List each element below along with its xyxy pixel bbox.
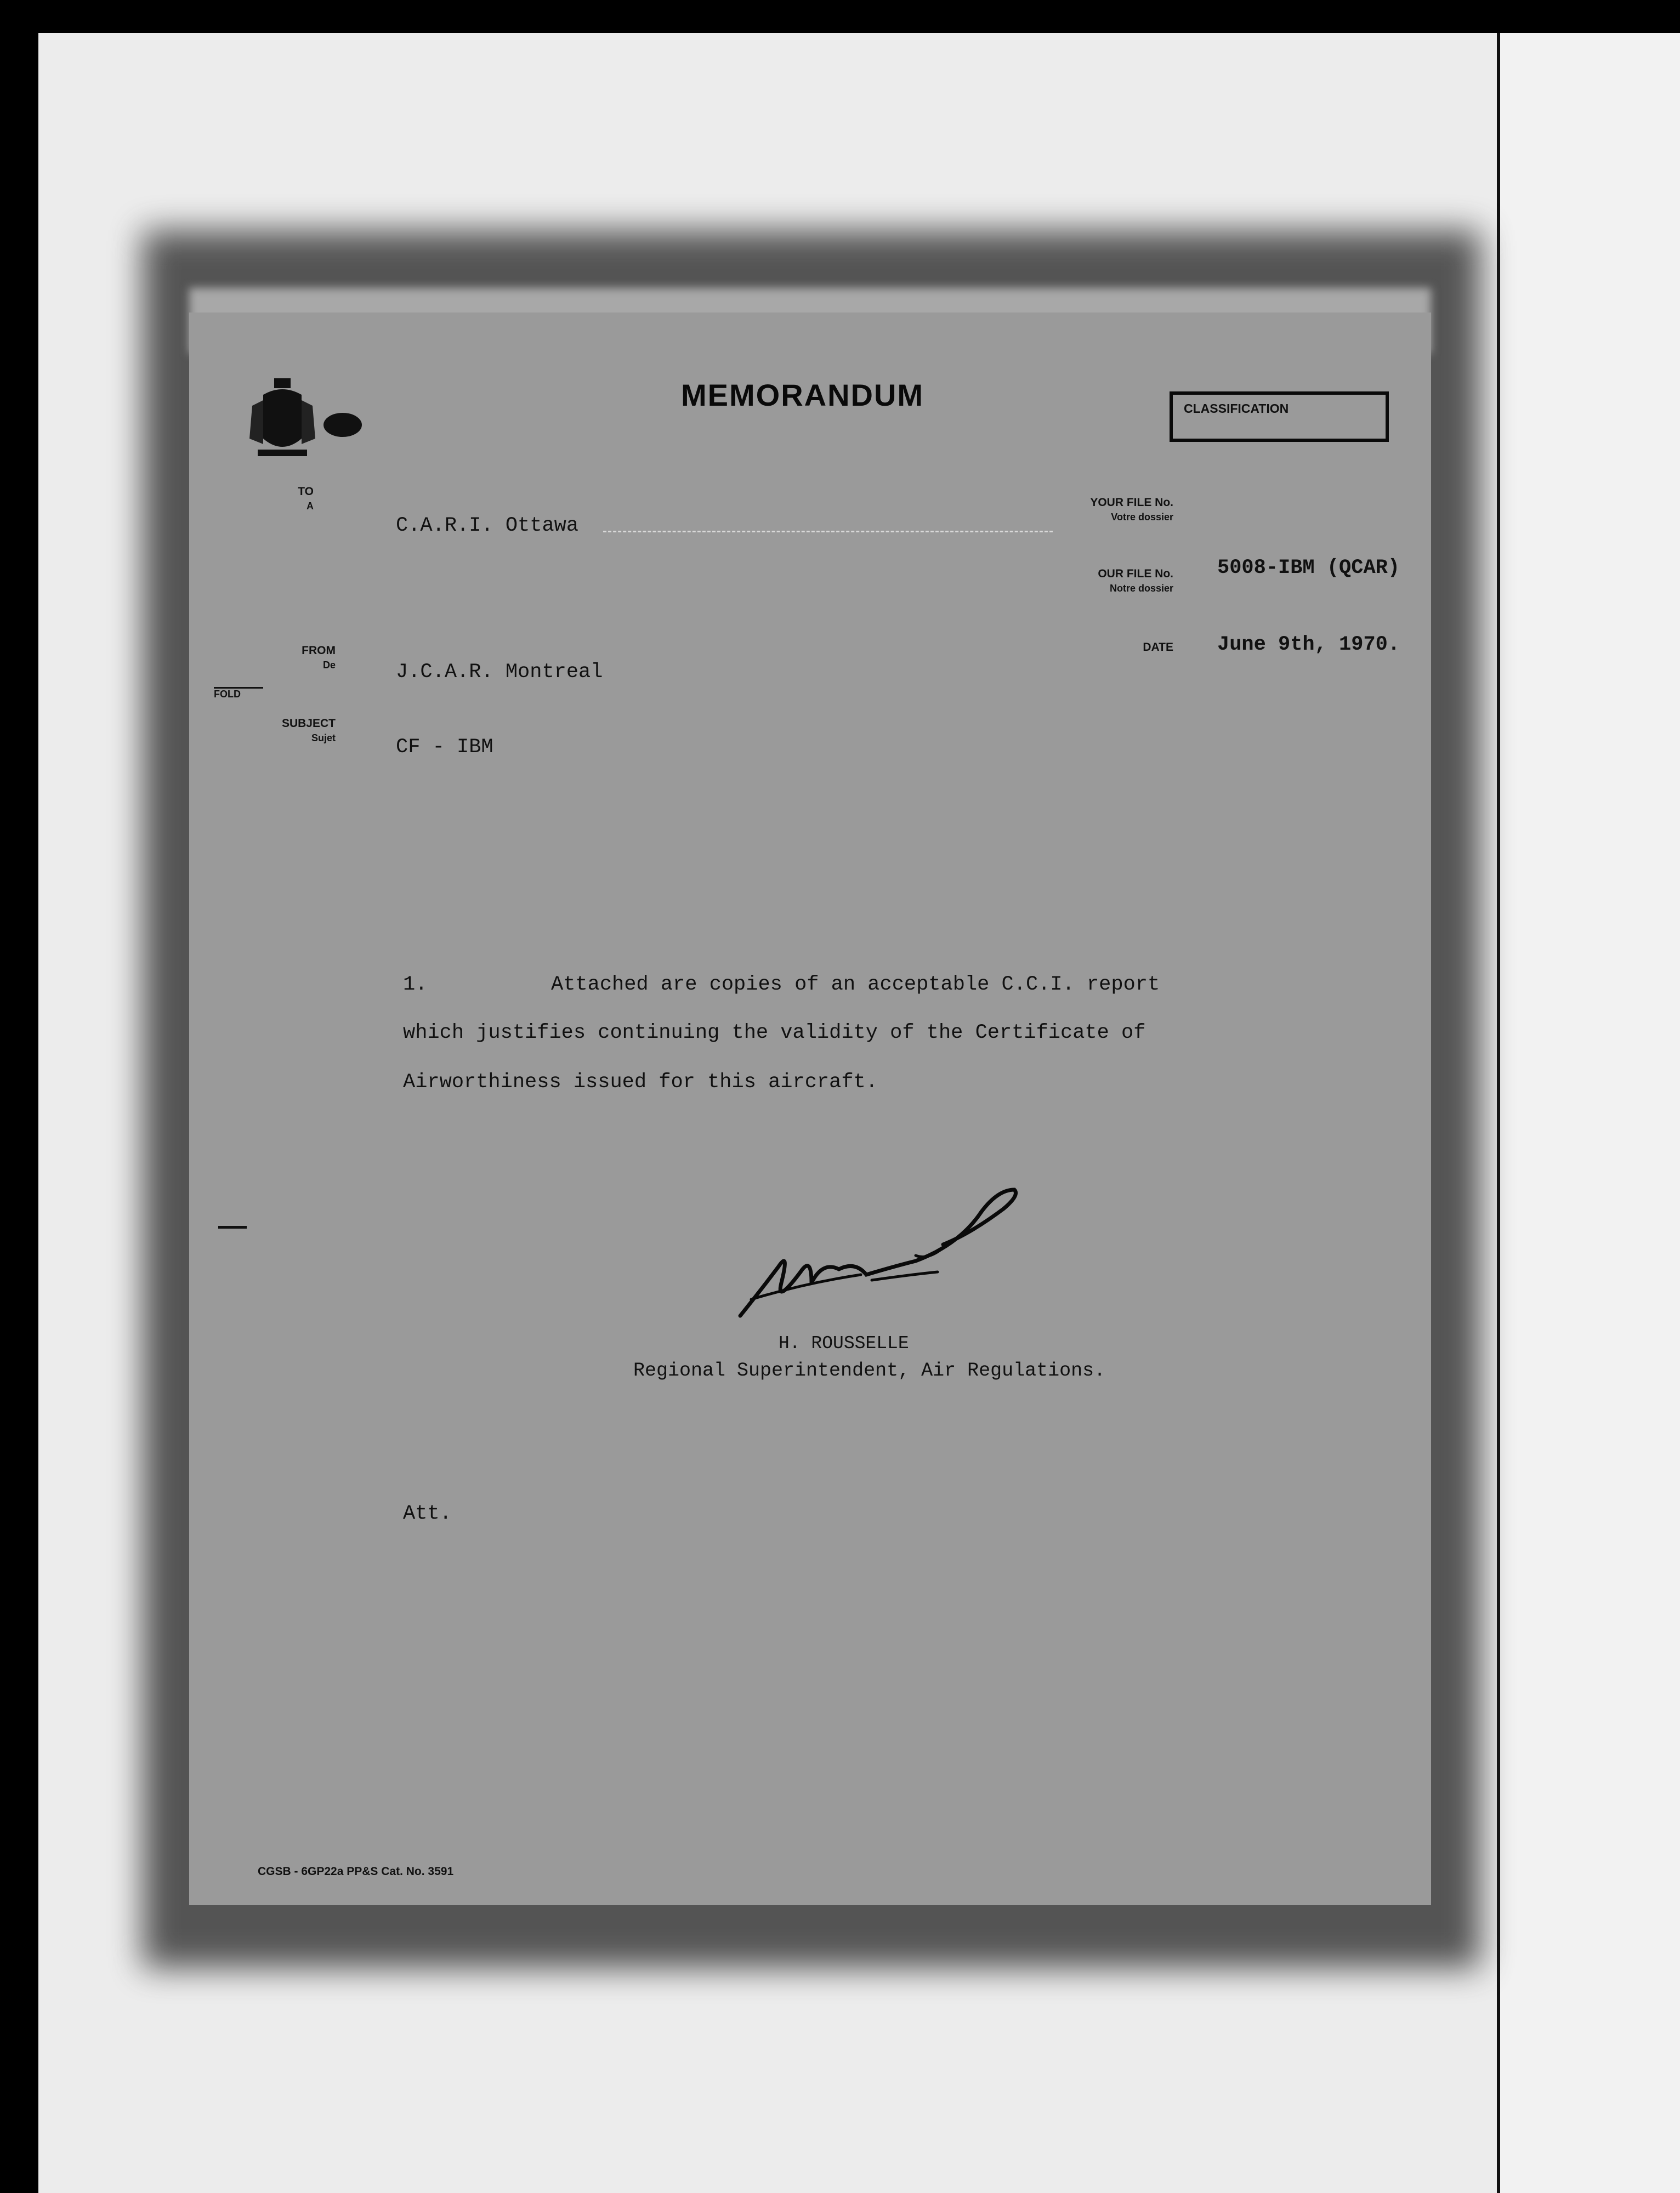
your-file-label-fr: Votre dossier (1111, 512, 1173, 522)
fold-label: FOLD (214, 689, 241, 700)
subject-label-fr: Sujet (311, 732, 336, 743)
paragraph-number: 1. (403, 973, 428, 996)
our-file-value: 5008-IBM (QCAR) (1217, 556, 1400, 580)
from-value: J.C.A.R. Montreal (396, 661, 603, 684)
body-line-2: which justifies continuing the validity of the Certificate of (403, 1021, 1146, 1044)
memo-sheet (189, 313, 1431, 1905)
subject-value: CF - IBM (396, 736, 493, 759)
signer-title: Regional Superintendent, Air Regulations. (633, 1360, 1106, 1382)
subject-label: SUBJECT (281, 717, 336, 730)
margin-mark (218, 1226, 247, 1229)
classification-label: CLASSIFICATION (1184, 401, 1289, 416)
our-file-label-fr: Notre dossier (1109, 583, 1173, 594)
from-label-fr: De (322, 660, 336, 671)
to-label: TO (298, 485, 314, 498)
our-file-label: OUR FILE No. (1098, 567, 1173, 580)
form-number: CGSB - 6GP22a PP&S Cat. No. 3591 (258, 1865, 454, 1878)
date-label: DATE (1143, 641, 1173, 654)
to-label-fr: A (307, 501, 314, 512)
handwritten-signature (729, 1179, 1025, 1327)
your-file-label: YOUR FILE No. (1090, 496, 1173, 509)
date-value: June 9th, 1970. (1217, 633, 1400, 656)
signer-name: H. ROUSSELLE (779, 1333, 909, 1354)
body-line-3: Airworthiness issued for this aircraft. (403, 1071, 878, 1094)
memo-title: MEMORANDUM (681, 378, 924, 412)
dotted-rule (603, 531, 1053, 532)
attachment-note: Att. (403, 1502, 452, 1525)
from-label: FROM (302, 644, 336, 657)
classification-box (1170, 391, 1389, 442)
to-value: C.A.R.I. Ottawa (396, 514, 579, 537)
body-line-1: Attached are copies of an acceptable C.C.I. report (551, 973, 1160, 996)
adjacent-page-edge (1497, 33, 1680, 2193)
coat-of-arms-emblem (241, 373, 367, 477)
